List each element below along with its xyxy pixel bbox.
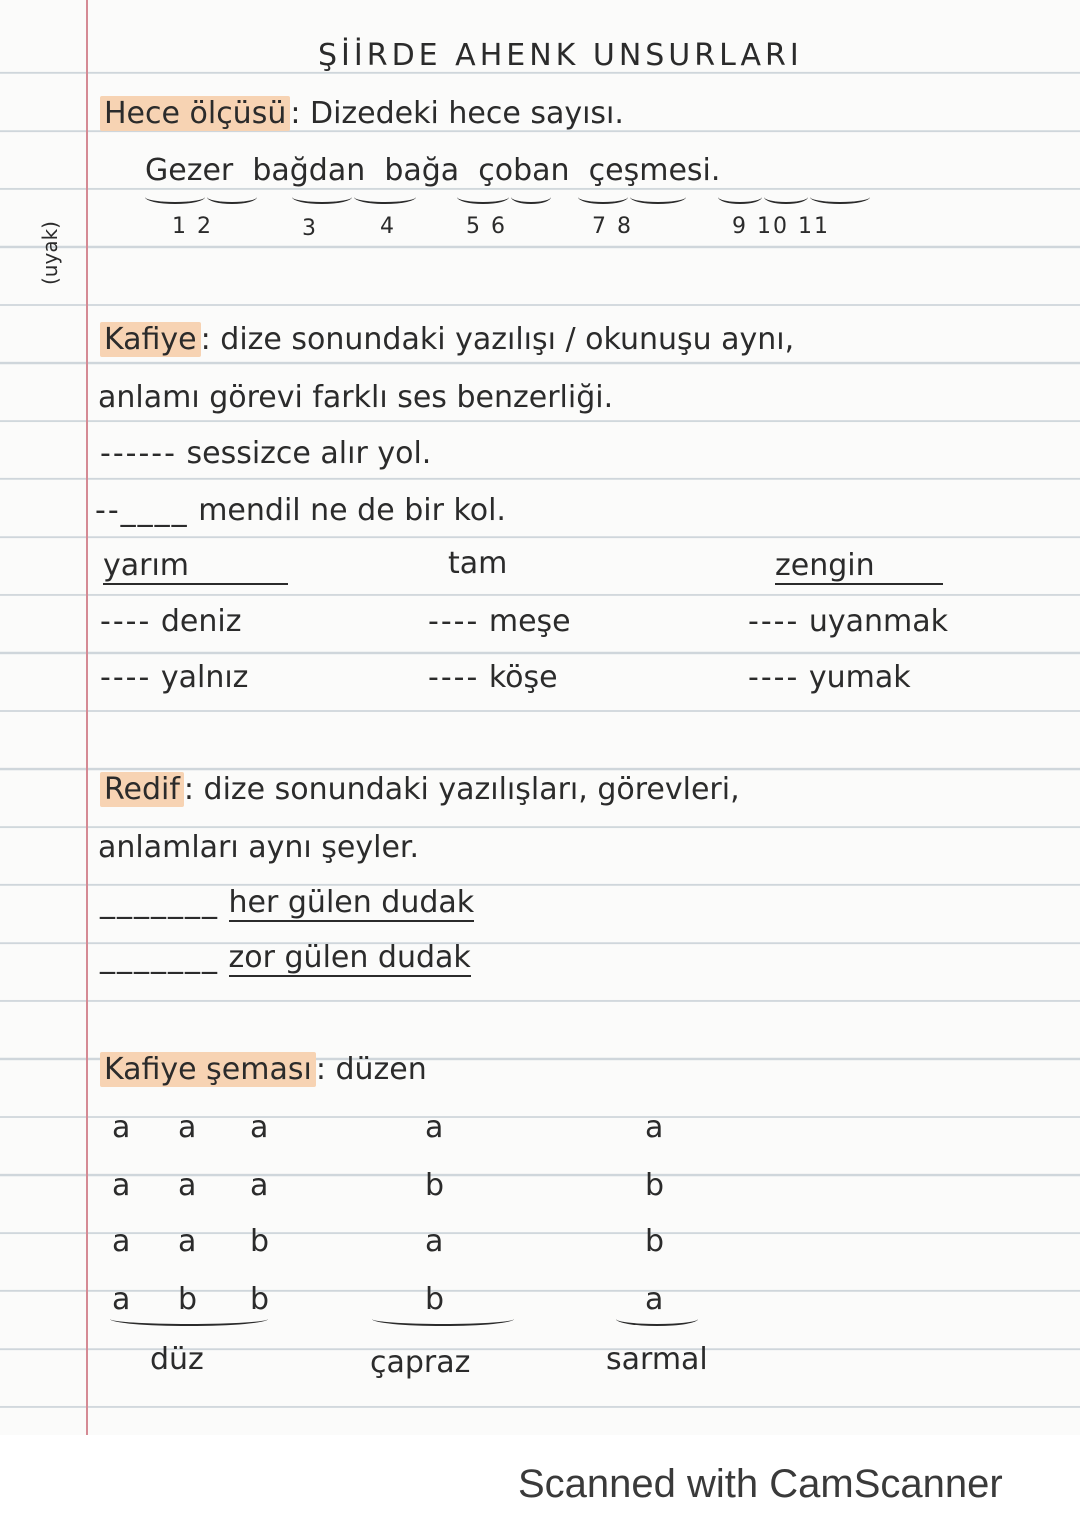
hece-definition: : Dizedeki hece sayısı.	[290, 96, 624, 131]
sema-letter: a	[250, 1110, 269, 1145]
sema-letter: a	[645, 1110, 664, 1145]
sema-letter: a	[425, 1110, 444, 1145]
sema-letter: b	[250, 1282, 270, 1317]
syllable-number: 1 2	[172, 214, 213, 239]
hece-term: Hece ölçüsü	[100, 96, 290, 131]
sema-letter: a	[112, 1282, 131, 1317]
sema-definition: : düzen	[315, 1052, 427, 1087]
sema-group-label-sarmal: sarmal	[606, 1342, 708, 1377]
redif-definition-1: : dize sonundaki yazılışları, görevleri,	[183, 772, 740, 807]
sema-group-label-duz: düz	[150, 1342, 204, 1377]
kafiye-type-yarim: yarım	[103, 548, 288, 585]
kafiye-word: deniz	[160, 604, 242, 639]
group-brace	[616, 1312, 698, 1326]
syllable-number: 9 10 11	[732, 214, 830, 239]
sema-letter: a	[178, 1110, 197, 1145]
blank-dash: ----	[100, 660, 152, 695]
hece-word: bağdan	[252, 153, 366, 188]
sema-letter: b	[178, 1282, 198, 1317]
sema-letter: a	[112, 1110, 131, 1145]
syllable-arc	[511, 190, 551, 204]
kafiye-word: yalnız	[160, 660, 249, 695]
blank-dash: ----	[748, 604, 800, 639]
sema-letter: b	[425, 1282, 445, 1317]
kafiye-word: meşe	[488, 604, 571, 639]
syllable-arc	[207, 190, 257, 204]
syllable-arc	[292, 190, 352, 204]
blank-dash: ------	[100, 436, 177, 471]
syllable-number: 3	[302, 216, 318, 241]
group-brace	[372, 1312, 514, 1326]
kafiye-definition-1: : dize sonundaki yazılışı / okunuşu aynı,	[200, 322, 795, 357]
kafiye-word-row	[748, 660, 911, 695]
sema-letter: a	[178, 1224, 197, 1259]
kafiye-word-row	[428, 604, 571, 639]
kafiye-word: köşe	[488, 660, 558, 695]
sema-letter: a	[425, 1224, 444, 1259]
page-title: ŞİİRDE AHENK UNSURLARI	[318, 38, 803, 73]
redif-example-line-2	[100, 940, 471, 975]
hece-word: çoban	[478, 153, 570, 188]
syllable-number: 7 8	[592, 214, 633, 239]
hece-example-line	[145, 153, 720, 188]
kafiye-word-row	[100, 604, 241, 639]
kafiye-word-row	[748, 604, 948, 639]
syllable-number: 5 6	[466, 214, 507, 239]
hece-word: çeşmesi.	[588, 153, 721, 188]
kafiye-word-row	[100, 660, 248, 695]
side-note: (uyak)	[38, 221, 62, 285]
redif-term: Redif	[100, 772, 184, 807]
sema-letter: a	[250, 1168, 269, 1203]
blank-dash: _______	[100, 940, 219, 975]
sema-letter: a	[178, 1168, 197, 1203]
sema-letter: a	[645, 1282, 664, 1317]
example-text: sessizce alır yol.	[186, 436, 432, 471]
example-text: her gülen dudak	[228, 885, 475, 920]
example-text: zor gülen dudak	[228, 940, 471, 975]
syllable-arc	[718, 190, 762, 204]
redif-example-line-1	[100, 885, 474, 920]
hece-word: Gezer	[145, 153, 234, 188]
margin-line	[86, 0, 88, 1435]
sema-letter: a	[112, 1224, 131, 1259]
sema-letter: a	[112, 1168, 131, 1203]
syllable-arc	[764, 190, 808, 204]
syllable-arc	[810, 190, 870, 204]
syllable-arc	[630, 190, 686, 204]
hece-word: bağa	[384, 153, 460, 188]
syllable-arc	[578, 190, 628, 204]
blank-dash: ----	[428, 604, 480, 639]
kafiye-heading	[100, 322, 794, 357]
sema-group-label-capraz: çapraz	[370, 1345, 471, 1380]
group-brace	[110, 1312, 268, 1326]
scanner-watermark: Scanned with CamScanner	[518, 1462, 1003, 1506]
blank-dash: --____	[95, 493, 189, 528]
blank-dash: ----	[428, 660, 480, 695]
sema-term: Kafiye şeması	[100, 1052, 316, 1087]
kafiye-definition-2: anlamı görevi farklı ses benzerliği.	[98, 380, 614, 415]
sema-letter: b	[250, 1224, 270, 1259]
blank-dash: ----	[748, 660, 800, 695]
blank-dash: ----	[100, 604, 152, 639]
kafiye-word: yumak	[808, 660, 911, 695]
sema-letter: b	[645, 1168, 665, 1203]
blank-dash: _______	[100, 885, 219, 920]
syllable-arc	[145, 190, 205, 204]
hece-heading	[100, 96, 624, 131]
kafiye-type-tam: tam	[448, 546, 508, 581]
kafiye-term: Kafiye	[100, 322, 201, 357]
syllable-arc	[457, 190, 509, 204]
example-text: mendil ne de bir kol.	[198, 493, 506, 528]
kafiye-type-zengin: zengin	[775, 548, 943, 585]
kafiye-word: uyanmak	[808, 604, 949, 639]
sema-letter: b	[425, 1168, 445, 1203]
redif-heading	[100, 772, 740, 807]
syllable-number: 4	[380, 214, 396, 239]
kafiye-example-line-2	[95, 493, 506, 528]
sema-heading	[100, 1052, 427, 1087]
kafiye-word-row	[428, 660, 558, 695]
syllable-arc	[354, 190, 416, 204]
redif-definition-2: anlamları aynı şeyler.	[98, 830, 420, 865]
kafiye-example-line-1	[100, 436, 431, 471]
sema-letter: b	[645, 1224, 665, 1259]
